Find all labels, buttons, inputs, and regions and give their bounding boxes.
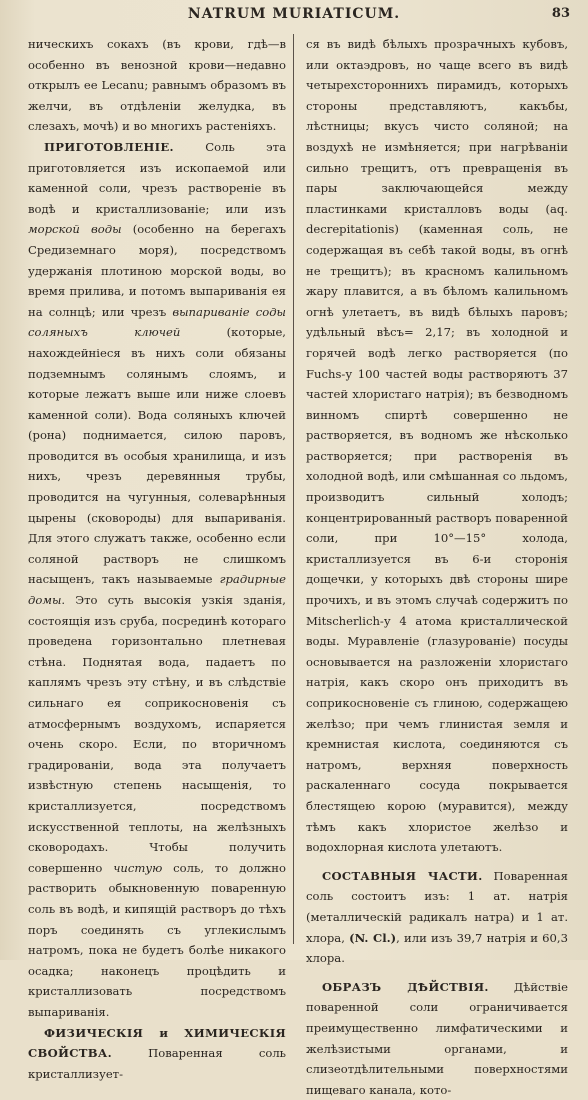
section-heading-action: ОБРАЗЪ ДѢЙСТВІЯ. (322, 979, 489, 994)
section-heading-properties: ФИЗИЧЕСКІЯ и ХИМИЧЕСКІЯ СВОЙСТВА. (28, 1025, 286, 1061)
preparation-paragraph (28, 137, 286, 1023)
physical-properties-paragraph (28, 1023, 286, 1085)
page-header (0, 0, 588, 28)
properties-continued-paragraph: ся въ видѣ бѣлыхъ прозрачныхъ кубовъ, или октаэдровъ, но чаще всего въ видѣ четырехстороннихъ пирамидъ, которыхъ стороны представляютъ, какъбы, лѣстницы; вкусъ чисто соляной; на воздухѣ не измѣняется; при нагрѣваніи сильно трещитъ, отъ превращенія въ пары заключающейся между пластинками кристалловъ воды (aq. decrepitationis) (каменная соль, не содержащая въ себѣ такой воды, въ огнѣ не трещитъ); въ красномъ калильномъ жару плавится, а въ бѣломъ калильномъ огнѣ улетаетъ, въ видѣ бѣлыхъ паровъ; удѣльный вѣсъ= 2,17; въ холодной и горячей водѣ легко растворяется (по Fuchs-у 100 частей воды растворяютъ 37 частей хлористаго натрія); въ безводномъ винномъ спиртѣ совершенно не растворяется, въ водномъ же нѣсколько растворяется; при растворенія въ холодной водѣ, или смѣшанная со льдомъ, производитъ сильный холодъ; концентрированный растворъ поваренной соли, при 10°—15° холода, кристаллизуется въ 6-и сторонія дощечки, у которыхъ двѣ стороны шире прочихъ, и въ этомъ случаѣ содержитъ по Mitscherlich-у 4 атома кристаллической воды. Муравленіе (глазурованіе) посуды основывается на разложеніи хлористаго натрія, какъ скоро онъ приходитъ въ соприкосновеніе съ глиною, содержащею желѣзо; при чемъ глинистая земля и кремнистая кислота, соединяются съ натромъ, верхняя поверхность раскаленнаго сосуда покрывается блестящею корою (муравится), между тѣмъ какъ хлористое желѣзо и водохлорная кислота улетаютъ. (306, 37, 568, 855)
action-paragraph (306, 977, 568, 1100)
column-divider (293, 34, 294, 944)
section-heading-composition: СОСТАВНЫЯ ЧАСТИ. (322, 868, 483, 883)
emphasis-text: выпариваніе соды соляныхъ ключей (28, 304, 286, 340)
text-run: . Это суть высокія узкія зданія, состоящія изъ сруба, посрединѣ котораго проведена горизонтально плетневая стѣна. Поднятая вода, падаетъ по каплямъ чрезъ эту стѣну, и въ слѣдствіе сильнаго ея соприкосновенія съ атмосфернымъ воздухомъ, испаряется очень скоро. Если, по вторичномъ градированіи, вода эта получаетъ извѣстную степень насыщенія, то кристаллизуется, посредствомъ искусственной теплоты, на желѣзныхъ сковородахъ. Чтобы получить совершенно (28, 593, 286, 875)
text-run: соль, то должно растворить обыкновенную поваренную соль въ водѣ, и кипящій растворъ до тѣхъ поръ соединять съ углекислымъ натромъ, пока не будетъ болѣе никакого осадка; наконецъ процѣдить и кристаллизовать посредствомъ выпариванія. (28, 860, 286, 1019)
right-column (306, 34, 568, 1100)
text-run: (которые, нахождейніеся въ нихъ соли обязаны подземнымъ солянымъ слоямъ, и которые лежатъ выше или ниже слоевъ каменной соли). Вода соляныхъ ключей (рона) поднимается, силою паровъ, проводится въ особыя хранилища, и изъ нихъ, чрезъ деревянныя трубы, проводится на чугунныя, солеварѣнныя цырены (сковороды) для выпариванія. Для этого служатъ также, особенно если соляной растворъ не слишкомъ насыщенъ, такъ называемые (28, 325, 286, 587)
emphasis-text: морской воды (28, 222, 122, 237)
continued-paragraph: ническихъ сокахъ (въ крови, гдѣ—в особенно въ венозной крови—недавно открылъ ее Lecanu; равнымъ образомъ въ желчи, въ отдѣленіи желудка, въ слезахъ, мочѣ) и во многихъ растеніяхъ. (28, 37, 286, 134)
text-run: (особенно на берегахъ Средиземнаго моря), посредствомъ удержанія плотиною морской воды, во время прилива, и потомъ выпариванія ея на солнцѣ; или чрезъ (28, 222, 286, 319)
text-run: Поваренная соль состоитъ изъ: 1 ат. натрія (металлическій радикалъ натра) и 1 ат. хлора, (306, 868, 568, 945)
text-run: Соль эта приготовляется изъ ископаемой или каменной соли, чрезъ раствореніе въ водѣ и кристаллизованіе; или изъ (28, 139, 286, 216)
text-run: Поваренная соль кристаллизует- (28, 1046, 286, 1081)
text-run: , или изъ 39,7 натрія и 60,3 хлора. (306, 930, 568, 966)
running-head: NATRUM MURIATICUM. (187, 6, 401, 22)
page-number: 83 (551, 6, 570, 21)
text-run: Дѣйствіе поваренной соли ограничивается преимущественно лимфатическими и желѣзистыми органами, и слизеотдѣлительными поверхностями пищеваго канала, кото- (306, 979, 568, 1097)
section-heading-preparation: ПРИГОТОВЛЕНІЕ. (44, 139, 174, 154)
emphasis-text: чистую (113, 860, 163, 875)
left-column (28, 34, 286, 1084)
composition-paragraph (306, 866, 568, 969)
chemical-formula: (N. Cl.) (349, 930, 397, 945)
emphasis-text: градирные домы (28, 572, 286, 608)
